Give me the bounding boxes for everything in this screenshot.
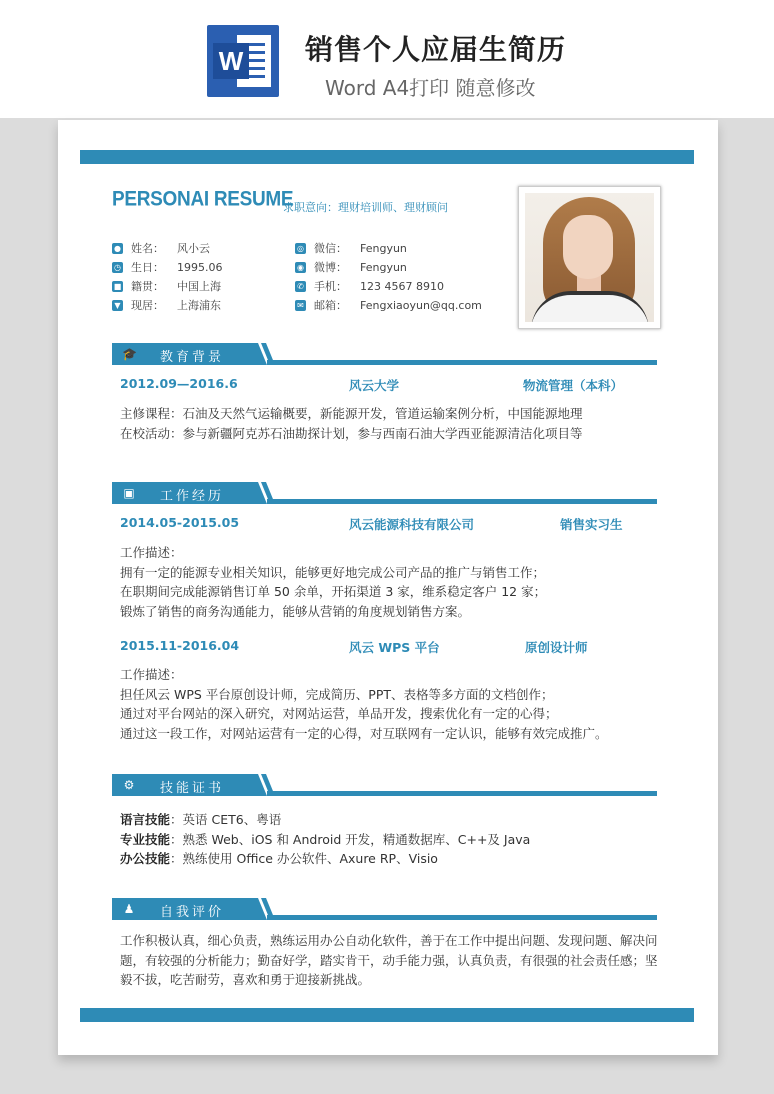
job-date: 2014.05-2015.05 — [120, 515, 240, 530]
job-intent: 求职意向：理财培训师、理财顾问 — [283, 201, 448, 214]
wechat-icon: ◎ — [295, 243, 306, 254]
section-title: 工作经历 — [160, 489, 225, 504]
skill-item — [120, 830, 530, 850]
text-line: 锻炼了销售的商务沟通能力，能够从营销的角度规划销售方案。 — [120, 603, 471, 619]
info-value: 风小云 — [177, 242, 210, 255]
info-hometown — [112, 278, 221, 294]
info-phone — [295, 278, 444, 294]
skill-item — [120, 849, 530, 869]
info-value: 上海浦东 — [177, 299, 221, 312]
text-line: 在校活动：参与新疆阿克苏石油勘探计划，参与西南石油大学西亚能源清洁化项目等 — [120, 425, 583, 441]
skill-label: 语言技能 — [120, 812, 171, 827]
info-value: 123 4567 8910 — [360, 279, 444, 293]
banner — [0, 0, 774, 118]
info-label: 姓名： — [131, 242, 164, 255]
skill-value: ：熟练使用 Office 办公软件、Axure RP、Visio — [170, 851, 438, 866]
weibo-icon: ◉ — [295, 262, 306, 273]
text-line: 工作描述： — [120, 545, 183, 560]
job-date: 2015.11-2016.04 — [120, 638, 240, 653]
section-title: 技能证书 — [160, 781, 225, 796]
word-document-icon — [207, 25, 279, 97]
user-icon: ● — [112, 243, 123, 254]
info-email — [295, 297, 482, 313]
info-value: Fengyun — [360, 241, 407, 255]
skill-value: ：熟悉 Web、iOS 和 Android 开发，精通数据库、C++及 Java — [170, 831, 531, 847]
info-wechat — [295, 240, 407, 256]
bottom-accent-bar — [80, 1008, 694, 1022]
skill-item — [120, 810, 530, 830]
portrait-image — [525, 193, 654, 322]
text-line: 通过这一段工作，对网站运营有一定的心得，对互联网有一定认识，能够有效完成推广。 — [120, 725, 608, 741]
info-label: 微信： — [314, 242, 347, 255]
top-accent-bar — [80, 150, 694, 164]
info-residence — [112, 297, 221, 313]
job-description — [120, 543, 546, 621]
job-role: 销售实习生 — [560, 517, 623, 532]
job-company: 风云能源科技有限公司 — [349, 517, 475, 532]
text-line: 主修课程：石油及天然气运输概要，新能源开发，管道运输案例分析，中国能源地理 — [120, 406, 583, 421]
info-label: 邮箱： — [314, 299, 347, 312]
section-header-work — [112, 482, 657, 504]
briefcase-icon: ▣ — [123, 486, 135, 500]
profile-photo — [518, 186, 661, 329]
skill-label: 办公技能 — [120, 851, 171, 866]
edu-date: 2012.09—2016.6 — [120, 376, 238, 391]
info-value: Fengxiaoyun@qq.com — [360, 298, 482, 312]
info-label: 生日： — [131, 261, 164, 274]
edu-school: 风云大学 — [349, 378, 400, 393]
text-line: 通过对平台网站的深入研究，对网站运营，单品开发，搜索优化有一定的心得； — [120, 706, 558, 721]
text-line: 担任风云 WPS 平台原创设计师，完成简历、PPT、表格等多方面的文档创作； — [120, 686, 554, 702]
info-value: 中国上海 — [177, 280, 221, 293]
self-evaluation — [120, 931, 658, 990]
info-value: Fengyun — [360, 260, 407, 274]
text-line: 题，有较强的分析能力；勤奋好学，踏实肯干，动手能力强，认真负责，有很强的社会责任感；坚 — [120, 952, 658, 968]
info-label: 籍贯： — [131, 280, 164, 293]
word-letter: W — [213, 43, 249, 79]
gear-icon: ⚙ — [123, 778, 135, 792]
resume-heading: PERSONAI RESUME — [112, 187, 294, 211]
info-birthday — [112, 259, 223, 275]
section-title: 自我评价 — [160, 905, 225, 920]
text-line: 毅不拔，吃苦耐劳，喜欢和勇于迎接新挑战。 — [120, 972, 371, 987]
job-company: 风云 WPS 平台 — [349, 640, 440, 655]
job-description — [120, 665, 608, 743]
info-label: 现居： — [131, 299, 164, 312]
banner-subtitle: Word A4打印 随意修改 — [325, 76, 536, 100]
skills-list — [120, 810, 530, 869]
text-line: 工作描述： — [120, 667, 183, 682]
graduation-cap-icon: 🎓 — [122, 347, 137, 361]
location-icon: ▼ — [112, 300, 123, 311]
home-icon: ■ — [113, 281, 122, 291]
phone-icon: ✆ — [295, 281, 306, 292]
job-role: 原创设计师 — [525, 640, 588, 655]
info-name — [112, 240, 210, 256]
skill-label: 专业技能 — [120, 831, 171, 847]
section-header-education — [112, 343, 657, 365]
mail-icon: ✉ — [295, 300, 306, 311]
section-title: 教育背景 — [160, 350, 225, 365]
info-value: 1995.06 — [177, 260, 223, 274]
edu-description — [120, 404, 583, 443]
section-header-skills — [112, 774, 657, 796]
text-line: 在职期间完成能源销售订单 50 余单，开拓渠道 3 家，维系稳定客户 12 家； — [120, 584, 547, 599]
info-weibo — [295, 259, 407, 275]
section-header-self — [112, 898, 657, 920]
text-line: 工作积极认真，细心负责，熟练运用办公自动化软件，善于在工作中提出问题、发现问题、解决问 — [120, 933, 658, 948]
person-icon: ♟ — [123, 902, 135, 916]
banner-title: 销售个人应届生简历 — [305, 33, 567, 66]
info-label: 微博： — [314, 261, 347, 274]
text-line: 拥有一定的能源专业相关知识，能够更好地完成公司产品的推广与销售工作； — [120, 564, 546, 580]
edu-major: 物流管理（本科） — [523, 378, 624, 393]
info-label: 手机： — [314, 280, 347, 293]
calendar-icon: ◷ — [112, 262, 123, 273]
skill-value: ：英语 CET6、粤语 — [170, 812, 282, 827]
